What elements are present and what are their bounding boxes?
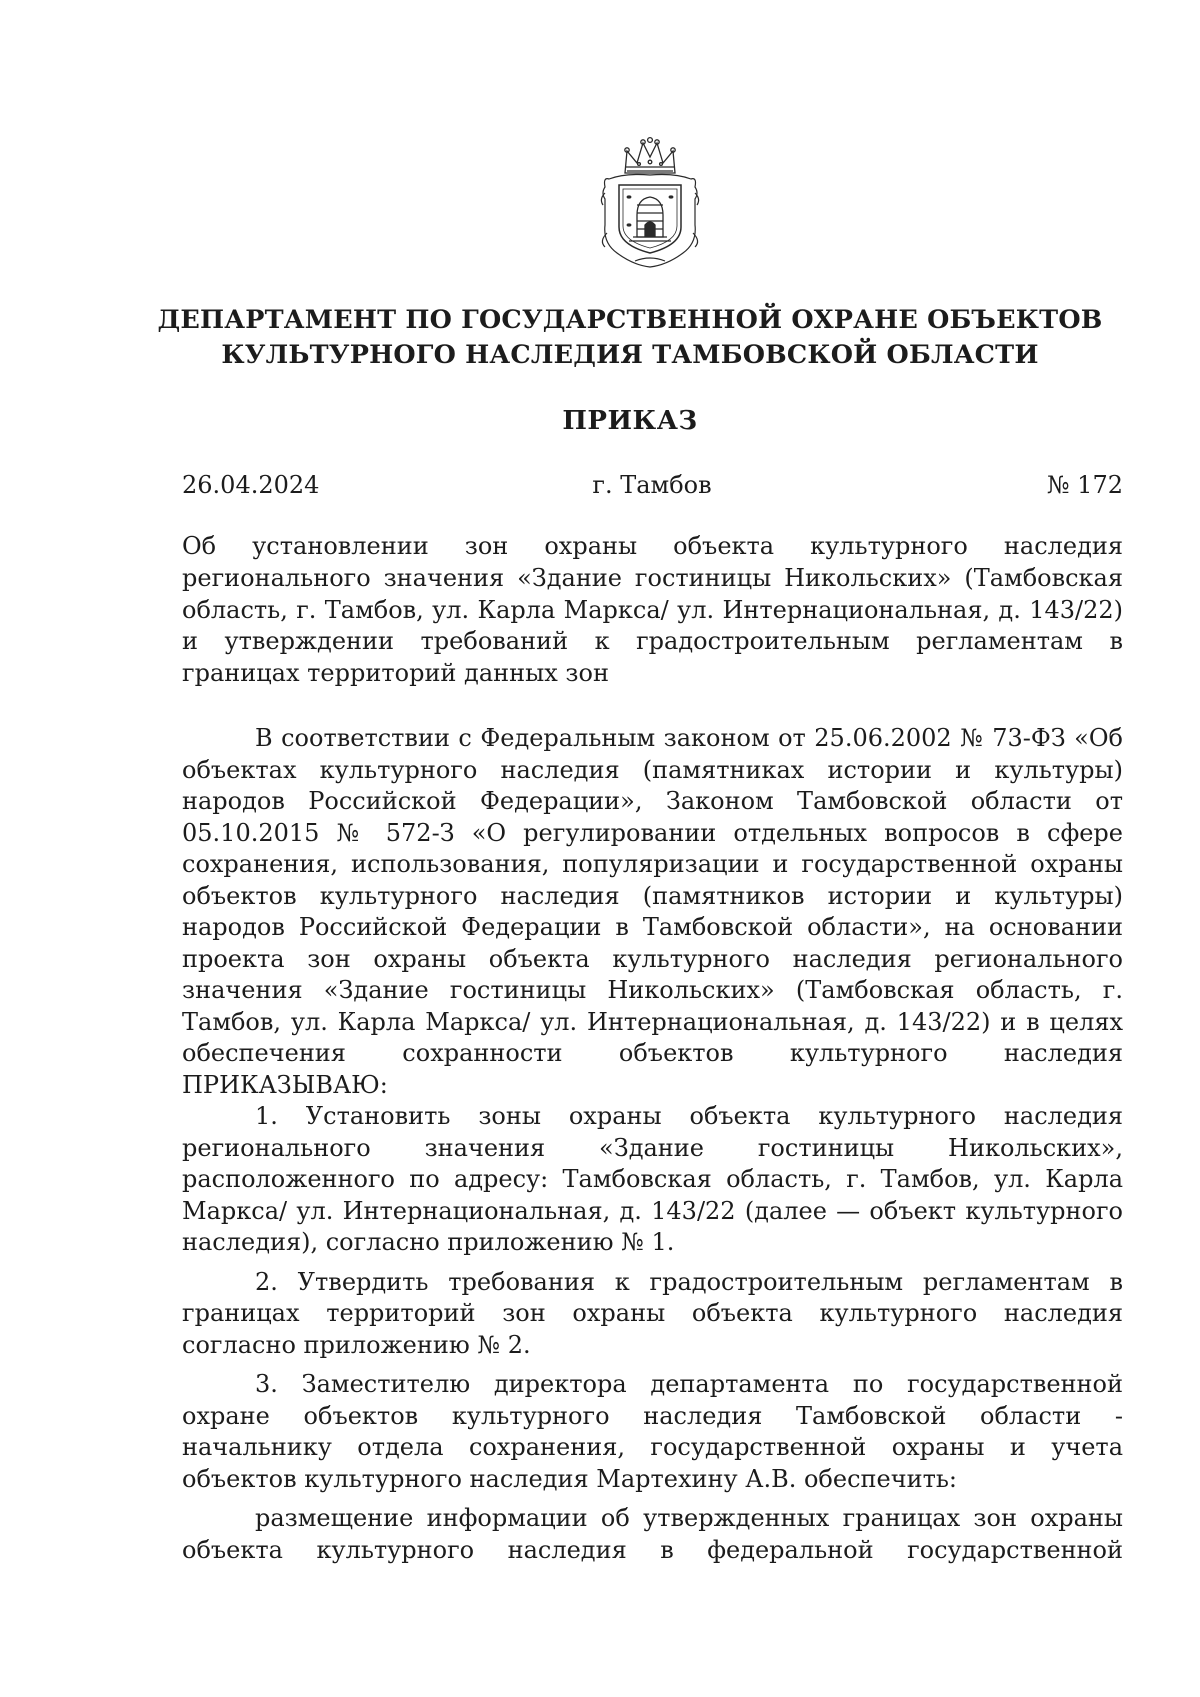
clause-3-paragraph: 3. Заместителю директора департамента по государственной охране объектов культурного наследия Тамбовской области - начальнику отдела сохранения, государственной охраны и учета объектов культурного наследия Мартехину А.В. обеспечить:: [182, 1370, 1123, 1493]
order-subject: Об установлении зон охраны объекта культурного наследия регионального значения «Здание гостиницы Никольских» (Тамбовская область, г. Тамбов, ул. Карла Маркса/ ул. Интернациональная, д. 143/22) и утверждении требований к градостроительным регламентам в границах территорий данных зон: [182, 532, 1123, 688]
department-title: ДЕПАРТАМЕНТ ПО ГОСУДАРСТВЕННОЙ ОХРАНЕ ОБЪЕКТОВ КУЛЬТУРНОГО НАСЛЕДИЯ ТАМБОВСКОЙ ОБЛАСТИ: [157, 305, 1103, 370]
order-city: г. Тамбов: [592, 471, 712, 499]
order-date: 26.04.2024: [182, 471, 320, 499]
clause-3-subitem-paragraph: размещение информации об утвержденных границах зон охраны объекта культурного наследия в федеральной государственной: [182, 1504, 1123, 1564]
order-number: № 172: [1046, 471, 1123, 499]
coat-of-arms-emblem: [595, 133, 705, 269]
preamble-paragraph: В соответствии с Федеральным законом от 25.06.2002 № 73-ФЗ «Об объектах культурного наследия (памятниках истории и культуры) народов Российской Федерации», Законом Тамбовской области от 05.10.2015 № 572-З «О регулировании отдельных вопросов в сфере сохранения, использования, популяризации и государственной охраны объектов культурного наследия (памятников истории и культуры) народов Российской Федерации в Тамбовской области», на основании проекта зон охраны объекта культурного наследия регионального значения «Здание гостиницы Никольских» (Тамбовская область, г. Тамбов, ул. Карла Маркса/ ул. Интернациональная, д. 143/22) и в целях обеспечения сохранности объектов культурного наследия ПРИКАЗЫВАЮ:: [182, 724, 1123, 1099]
clause-1-paragraph: 1. Установить зоны охраны объекта культурного наследия регионального значения «Здание гостиницы Никольских», расположенного по адресу: Тамбовская область, г. Тамбов, ул. Карла Маркса/ ул. Интернациональная, д. 143/22 (далее — объект культурного наследия), согласно приложению № 1.: [182, 1102, 1123, 1256]
order-title: ПРИКАЗ: [562, 406, 698, 436]
order-meta-row: [182, 468, 1123, 502]
clause-2-paragraph: 2. Утвердить требования к градостроительным регламентам в границах территорий зон охраны объекта культурного наследия согласно приложению № 2.: [182, 1267, 1123, 1359]
order-body: [182, 723, 1123, 1566]
